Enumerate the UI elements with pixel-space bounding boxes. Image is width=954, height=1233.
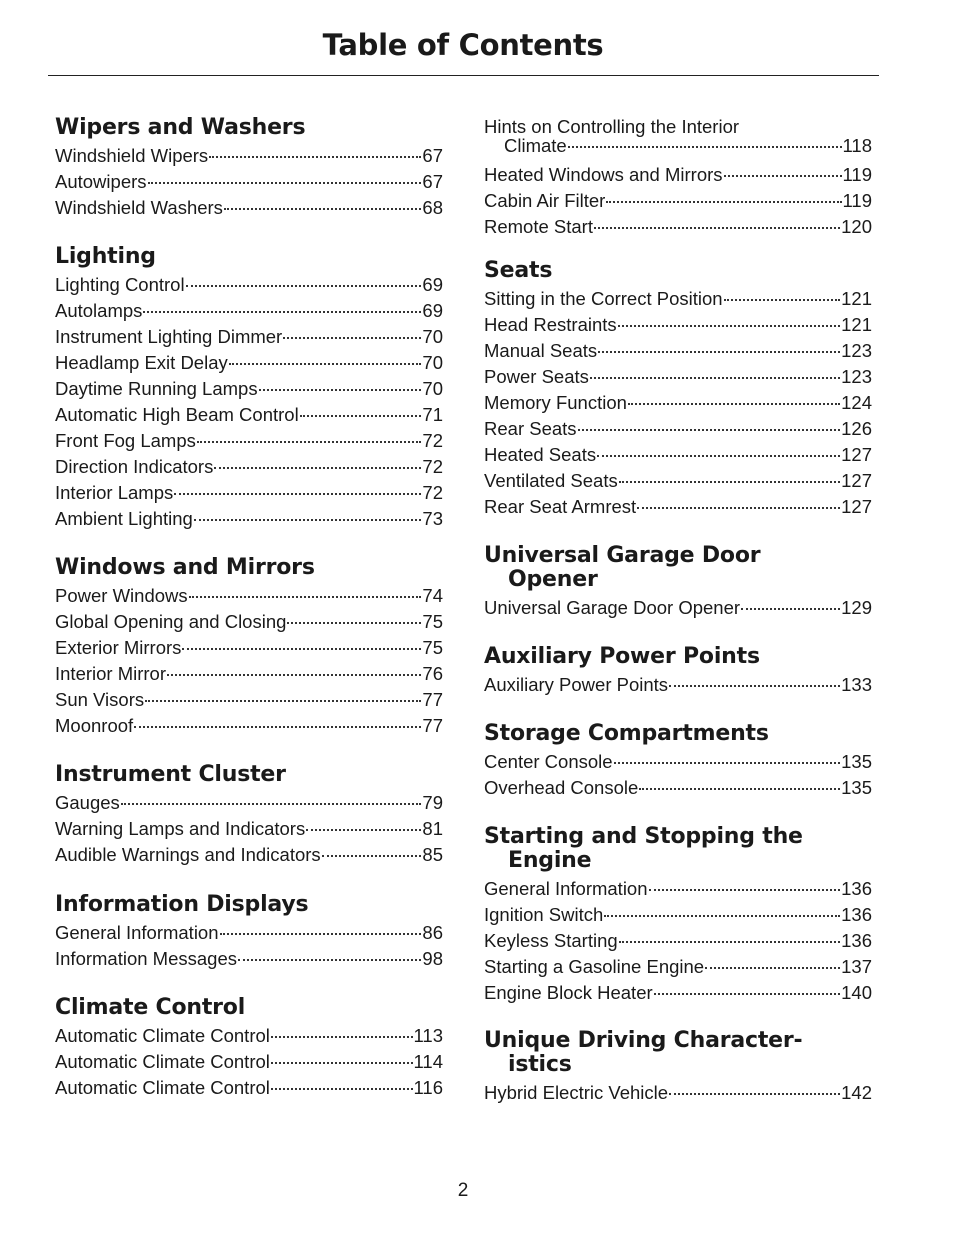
entry-label: Gauges: [55, 792, 120, 813]
entry-label: Rear Seats: [484, 418, 577, 439]
toc-entry[interactable]: [55, 350, 443, 376]
entry-page: 124: [841, 392, 872, 413]
leader-dots: [259, 389, 422, 391]
leader-dots: [271, 1062, 413, 1064]
leader-dots: [197, 441, 422, 443]
entry-page: 133: [841, 674, 872, 695]
leader-dots: [214, 467, 421, 469]
toc-section: [484, 645, 872, 698]
entry-label: Ignition Switch: [484, 904, 604, 925]
toc-entry[interactable]: [484, 1080, 872, 1106]
entry-label: Lighting Control: [55, 274, 185, 295]
toc-section: [55, 556, 443, 739]
toc-entry[interactable]: [484, 928, 872, 954]
entry-page: 136: [841, 878, 872, 899]
entry-label: Autowipers: [55, 171, 147, 192]
leader-dots: [594, 227, 840, 229]
leader-dots: [568, 146, 842, 148]
entry-label: Sitting in the Correct Position: [484, 288, 723, 309]
entry-label: Headlamp Exit Delay: [55, 352, 228, 373]
leader-dots: [271, 1036, 413, 1038]
toc-section: [484, 259, 872, 520]
entry-label: Sun Visors: [55, 689, 145, 710]
toc-entry[interactable]: [55, 946, 443, 972]
entry-label: Automatic Climate Control: [55, 1025, 270, 1046]
toc-entry[interactable]: [484, 672, 872, 698]
entry-label: Information Messages: [55, 948, 238, 969]
leader-dots: [669, 685, 840, 687]
entry-label: Power Windows: [55, 585, 188, 606]
entry-label: Instrument Lighting Dimmer: [55, 326, 283, 347]
entry-label: Engine Block Heater: [484, 982, 653, 1003]
entry-page: 67: [422, 145, 443, 166]
leader-dots: [220, 933, 422, 935]
leader-dots: [322, 855, 422, 857]
toc-section: [55, 116, 443, 221]
entry-label: Automatic Climate Control: [55, 1077, 270, 1098]
entry-page: 68: [422, 197, 443, 218]
leader-dots: [724, 175, 842, 177]
toc-entry[interactable]: [55, 143, 443, 169]
entry-page: 76: [422, 663, 443, 684]
entry-label: Autolamps: [55, 300, 143, 321]
leader-dots: [597, 455, 840, 457]
entry-page: 72: [422, 482, 443, 503]
section-title: Universal Garage Door Opener: [484, 543, 761, 592]
entry-label: Windshield Wipers: [55, 145, 209, 166]
toc-entry[interactable]: [55, 583, 443, 609]
toc-entry[interactable]: [484, 188, 872, 214]
leader-dots: [134, 726, 421, 728]
entry-label: Manual Seats: [484, 340, 598, 361]
toc-entry[interactable]: [55, 1075, 443, 1101]
leader-dots: [619, 481, 840, 483]
toc-entry[interactable]: [484, 902, 872, 928]
toc-entry[interactable]: [55, 1049, 443, 1075]
leader-dots: [614, 762, 841, 764]
leader-dots: [194, 519, 422, 521]
toc-section-continued: [484, 117, 872, 240]
leader-dots: [724, 299, 841, 301]
section-title: Climate Control: [55, 995, 246, 1020]
entry-page: 127: [841, 444, 872, 465]
toc-entry[interactable]: [55, 816, 443, 842]
toc-entry[interactable]: [484, 416, 872, 442]
entry-page: 119: [842, 190, 872, 211]
toc-entry[interactable]: [484, 312, 872, 338]
toc-entry[interactable]: [484, 749, 872, 775]
entry-label: Cabin Air Filter: [484, 190, 606, 211]
section-title: Lighting: [55, 244, 156, 269]
entry-label: Global Opening and Closing: [55, 611, 287, 632]
leader-dots: [649, 889, 841, 891]
leader-dots: [238, 959, 421, 961]
toc-section: [55, 245, 443, 532]
section-title: Auxiliary Power Points: [484, 644, 760, 669]
toc-entry[interactable]: [484, 364, 872, 390]
leader-dots: [182, 648, 421, 650]
leader-dots: [637, 507, 840, 509]
entry-page: 121: [841, 288, 872, 309]
toc-section: [484, 544, 872, 621]
entry-page: 77: [422, 715, 443, 736]
leader-dots: [229, 363, 422, 365]
entry-label: Head Restraints: [484, 314, 617, 335]
entry-page: 135: [841, 751, 872, 772]
leader-dots: [167, 674, 421, 676]
entry-label: Direction Indicators: [55, 456, 214, 477]
entry-page: 123: [841, 340, 872, 361]
leader-dots: [189, 596, 422, 598]
entry-page: 86: [422, 922, 443, 943]
entry-page: 140: [841, 982, 872, 1003]
page-number: 2: [457, 1180, 469, 1201]
entry-page: 98: [422, 948, 443, 969]
leader-dots: [300, 415, 422, 417]
entry-page: 127: [841, 496, 872, 517]
leader-dots: [598, 351, 840, 353]
entry-page: 136: [841, 904, 872, 925]
entry-page: 75: [422, 611, 443, 632]
toc-entry[interactable]: [55, 713, 443, 739]
entry-page: 118: [842, 135, 872, 156]
entry-label: Audible Warnings and Indicators: [55, 844, 321, 865]
toc-entry[interactable]: [55, 661, 443, 687]
entry-page: 116: [413, 1077, 443, 1098]
leader-dots: [186, 285, 422, 287]
toc-section: [55, 996, 443, 1101]
section-title: Starting and Stopping the Engine: [484, 824, 803, 873]
leader-dots: [578, 429, 841, 431]
entry-label: Hybrid Electric Vehicle: [484, 1082, 669, 1103]
entry-page: 120: [841, 216, 872, 237]
entry-page: 121: [841, 314, 872, 335]
toc-entry[interactable]: [55, 687, 443, 713]
title-divider: [48, 75, 879, 76]
leader-dots: [705, 967, 840, 969]
section-title: Unique Driving Character- istics: [484, 1028, 803, 1077]
entry-page: 72: [422, 430, 443, 451]
leader-dots: [145, 700, 421, 702]
leader-dots: [606, 201, 841, 203]
leader-dots: [224, 208, 421, 210]
entry-page: 137: [841, 956, 872, 977]
entry-label: Windshield Washers: [55, 197, 223, 218]
toc-section: [484, 1029, 872, 1106]
section-title: Windows and Mirrors: [55, 555, 315, 580]
toc-entry[interactable]: [55, 920, 443, 946]
entry-page: 142: [841, 1082, 872, 1103]
entry-label: Memory Function: [484, 392, 627, 413]
toc-entry[interactable]: [484, 468, 872, 494]
entry-label: Starting a Gasoline Engine: [484, 956, 705, 977]
entry-label: Center Console: [484, 751, 613, 772]
entry-label: Hints on Controlling the Interior: [484, 116, 740, 137]
toc-entry[interactable]: [484, 876, 872, 902]
entry-page: 74: [422, 585, 443, 606]
toc-entry[interactable]: [484, 390, 872, 416]
toc-entry[interactable]: [55, 609, 443, 635]
toc-entry[interactable]: [484, 162, 872, 188]
toc-entry[interactable]: [484, 775, 872, 801]
leader-dots: [639, 788, 840, 790]
entry-label: Moonroof: [55, 715, 134, 736]
toc-entry[interactable]: [55, 1023, 443, 1049]
leader-dots: [628, 403, 840, 405]
toc-entry[interactable]: [55, 298, 443, 324]
entry-page: 70: [422, 326, 443, 347]
entry-label: Power Seats: [484, 366, 589, 387]
entry-page: 73: [422, 508, 443, 529]
toc-entry[interactable]: [484, 595, 872, 621]
entry-label: Heated Windows and Mirrors: [484, 164, 723, 185]
entry-label: Warning Lamps and Indicators: [55, 818, 306, 839]
leader-dots: [143, 311, 421, 313]
entry-page: 129: [841, 597, 872, 618]
entry-page: 113: [413, 1025, 443, 1046]
section-title: Seats: [484, 258, 553, 283]
entry-page: 67: [422, 171, 443, 192]
toc-entry[interactable]: [55, 790, 443, 816]
leader-dots: [174, 493, 421, 495]
entry-page: 69: [422, 274, 443, 295]
entry-page: 69: [422, 300, 443, 321]
entry-page: 126: [841, 418, 872, 439]
toc-entry[interactable]: [484, 980, 872, 1006]
entry-label-cont: Climate: [504, 135, 567, 156]
toc-entry[interactable]: [55, 272, 443, 298]
leader-dots: [669, 1093, 840, 1095]
entry-page: 77: [422, 689, 443, 710]
entry-page: 135: [841, 777, 872, 798]
toc-entry[interactable]: [484, 494, 872, 520]
entry-label: Universal Garage Door Opener: [484, 597, 741, 618]
leader-dots: [271, 1088, 413, 1090]
entry-page: 79: [422, 792, 443, 813]
entry-page: 75: [422, 637, 443, 658]
section-title: Information Displays: [55, 892, 309, 917]
page-title: Table of Contents: [322, 28, 604, 62]
toc-entry[interactable]: [55, 324, 443, 350]
toc-entry[interactable]: [484, 954, 872, 980]
entry-label: Interior Mirror: [55, 663, 167, 684]
leader-dots: [121, 803, 422, 805]
entry-label: Ventilated Seats: [484, 470, 618, 491]
entry-label: Automatic Climate Control: [55, 1051, 270, 1072]
entry-label: Keyless Starting: [484, 930, 618, 951]
leader-dots: [604, 915, 840, 917]
toc-entry[interactable]: [55, 376, 443, 402]
leader-dots: [287, 622, 421, 624]
toc-entry[interactable]: [55, 402, 443, 428]
entry-page: 72: [422, 456, 443, 477]
entry-label: Remote Start: [484, 216, 593, 237]
entry-label: Auxiliary Power Points: [484, 674, 669, 695]
toc-section: [484, 722, 872, 801]
entry-label: Heated Seats: [484, 444, 597, 465]
entry-page: 119: [842, 164, 872, 185]
section-title: Instrument Cluster: [55, 762, 286, 787]
entry-label: General Information: [55, 922, 219, 943]
toc-entry[interactable]: [55, 635, 443, 661]
entry-label: General Information: [484, 878, 648, 899]
leader-dots: [590, 377, 840, 379]
entry-page: 81: [422, 818, 443, 839]
section-title: Storage Compartments: [484, 721, 769, 746]
entry-label: Ambient Lighting: [55, 508, 193, 529]
leader-dots: [618, 325, 840, 327]
toc-section: [55, 763, 443, 868]
toc-entry[interactable]: [55, 428, 443, 454]
entry-page: 127: [841, 470, 872, 491]
leader-dots: [209, 156, 421, 158]
entry-label: Interior Lamps: [55, 482, 174, 503]
toc-entry[interactable]: [55, 454, 443, 480]
toc-entry[interactable]: [55, 842, 443, 868]
toc-entry[interactable]: [55, 195, 443, 221]
toc-entry[interactable]: [55, 480, 443, 506]
section-title: Wipers and Washers: [55, 115, 306, 140]
entry-page: 123: [841, 366, 872, 387]
entry-label: Overhead Console: [484, 777, 639, 798]
toc-section: [55, 893, 443, 972]
toc-entry[interactable]: [484, 338, 872, 364]
entry-label: Front Fog Lamps: [55, 430, 196, 451]
entry-page: 70: [422, 352, 443, 373]
entry-label: Rear Seat Armrest: [484, 496, 637, 517]
toc-entry[interactable]: [484, 214, 872, 240]
leader-dots: [306, 829, 421, 831]
leader-dots: [741, 608, 840, 610]
leader-dots: [619, 941, 840, 943]
entry-page: 71: [422, 404, 443, 425]
toc-section: [484, 825, 872, 1006]
entry-label: Daytime Running Lamps: [55, 378, 258, 399]
entry-page: 136: [841, 930, 872, 951]
toc-entry[interactable]: [484, 286, 872, 312]
toc-entry[interactable]: [484, 442, 872, 468]
entry-page: 70: [422, 378, 443, 399]
entry-label: Exterior Mirrors: [55, 637, 182, 658]
toc-entry[interactable]: [484, 117, 872, 155]
entry-page: 85: [422, 844, 443, 865]
toc-entry[interactable]: [55, 506, 443, 532]
entry-page: 114: [413, 1051, 443, 1072]
leader-dots: [283, 337, 421, 339]
toc-entry[interactable]: [55, 169, 443, 195]
leader-dots: [654, 993, 840, 995]
entry-label: Automatic High Beam Control: [55, 404, 299, 425]
leader-dots: [148, 182, 422, 184]
